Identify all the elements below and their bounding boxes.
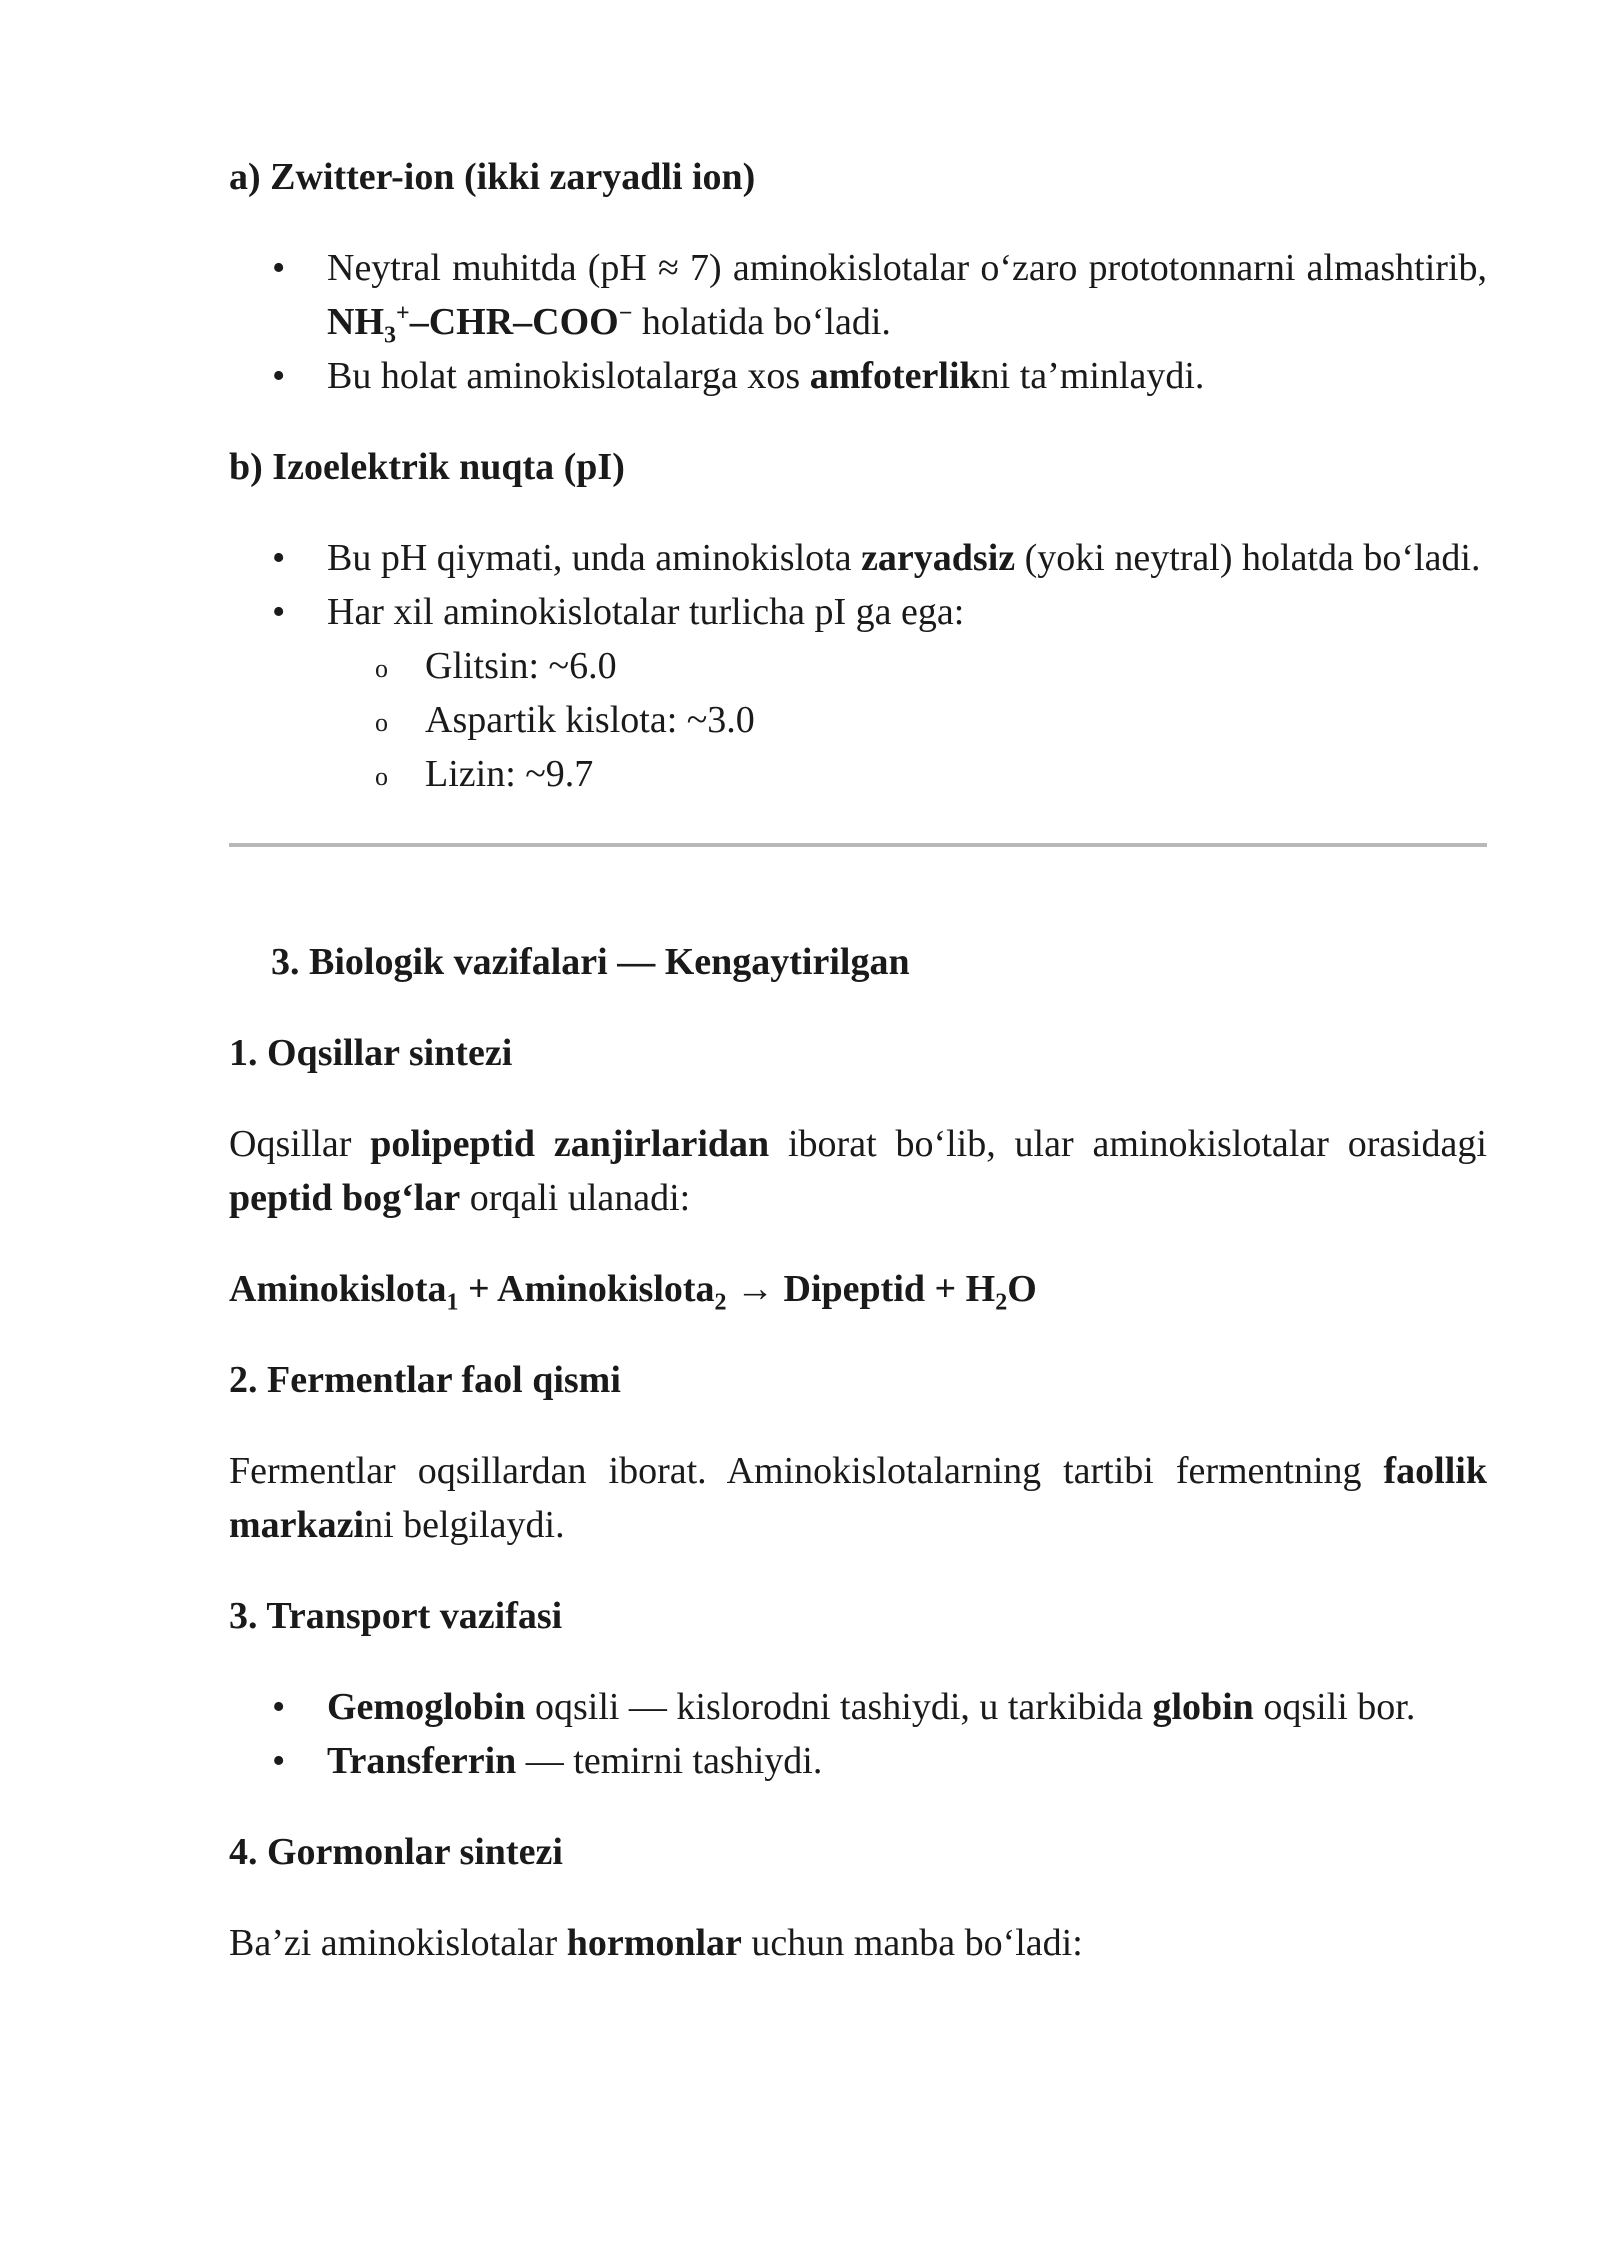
text: iborat bo‘lib, ular aminokislotalar orasidagi: [769, 1123, 1487, 1165]
text: Fermentlar oqsillardan iborat. Aminokislotalarning tartibi fermentning: [229, 1450, 1384, 1492]
isoelectric-list: [229, 531, 1487, 801]
bullet-text: oqsili — kislorodni tashiydi, u tarkibida: [525, 1686, 1153, 1728]
equation-part: +: [458, 1268, 498, 1310]
paragraph-hormones: [229, 1916, 1487, 1970]
bold-term: faollik markazi: [229, 1450, 1487, 1546]
paragraph-protein-synthesis: [229, 1117, 1487, 1225]
bold-term: Transferrin: [327, 1740, 517, 1782]
equation-part: Aminokislota: [497, 1268, 715, 1310]
heading-biological-functions: 3. Biologik vazifalari — Kengaytirilgan: [271, 941, 910, 983]
heading-hormones: 4. Gormonlar sintezi: [229, 1831, 563, 1873]
arrow-icon: →: [726, 1268, 784, 1310]
bullet-text: Bu pH qiymati, unda aminokislota: [327, 537, 862, 579]
equation-subscript: 1: [446, 1289, 459, 1316]
equation-subscript: 2: [995, 1289, 1008, 1316]
formula-subscript: 3: [384, 322, 396, 349]
document-content: [229, 150, 1487, 1970]
pi-values-list: [327, 639, 1487, 801]
sub-list-item: o Aspartik kislota: ~3.0: [425, 693, 1487, 747]
zwitterion-formula: [327, 300, 633, 349]
bold-term: Gemoglobin: [327, 1686, 526, 1728]
bullet-text: Har xil aminokislotalar turlicha pI ga ega:: [327, 591, 965, 633]
list-item: [327, 349, 1487, 403]
list-item: [327, 1680, 1487, 1734]
sub-list-item: o Lizin: ~9.7: [425, 747, 1487, 801]
bullet-text: Bu holat aminokislotalarga xos: [327, 355, 810, 397]
bold-term: peptid bog‘lar: [229, 1177, 461, 1219]
sub-list-item: o Glitsin: ~6.0: [425, 639, 1487, 693]
bold-term: zaryadsiz: [861, 537, 1016, 579]
list-item: [327, 1734, 1487, 1788]
list-item: [327, 241, 1487, 349]
bold-term: amfoterlik: [809, 355, 981, 397]
paragraph-enzymes: [229, 1444, 1487, 1552]
heading-protein-synthesis: 1. Oqsillar sintezi: [229, 1032, 513, 1074]
equation-part: O: [1007, 1268, 1037, 1310]
text: Ba’zi aminokislotalar: [229, 1922, 567, 1964]
horizontal-divider: [229, 843, 1487, 847]
bullet-text: oqsili bor.: [1253, 1686, 1416, 1728]
heading-zwitter-ion: a) Zwitter-ion (ikki zaryadli ion): [229, 156, 756, 198]
zwitter-ion-list: [229, 241, 1487, 403]
heading-enzymes: 2. Fermentlar faol qismi: [229, 1359, 621, 1401]
text: Oqsillar: [229, 1123, 371, 1165]
bullet-text: holatida bo‘ladi.: [632, 301, 891, 343]
formula-part: NH: [327, 301, 384, 343]
formula-superscript: −: [618, 300, 633, 327]
bold-term: hormonlar: [566, 1922, 742, 1964]
text: uchun manba bo‘ladi:: [741, 1922, 1083, 1964]
heading-transport: 3. Transport vazifasi: [229, 1595, 563, 1637]
bullet-text: ni ta’minlaydi.: [980, 355, 1205, 397]
equation-part: Dipeptid + H: [783, 1268, 996, 1310]
heading-isoelectric-point: b) Izoelektrik nuqta (pI): [229, 446, 625, 488]
bold-term: polipeptid zanjirlaridan: [370, 1123, 770, 1165]
equation-subscript: 2: [714, 1289, 727, 1316]
text: ni belgilaydi.: [364, 1504, 565, 1546]
equation-part: Aminokislota: [229, 1268, 447, 1310]
list-item: [327, 531, 1487, 585]
bullet-text: — temirni tashiydi.: [516, 1740, 823, 1782]
dipeptid-equation: [229, 1262, 1487, 1316]
list-item: [327, 585, 1487, 801]
transport-list: [229, 1680, 1487, 1788]
formula-part: –CHR–COO: [409, 301, 619, 343]
formula-superscript: +: [396, 300, 410, 327]
bullet-text: Neytral muhitda (pH ≈ 7) aminokislotalar o‘zaro prototonnarni almashtirib,: [327, 247, 1487, 289]
bold-term: globin: [1152, 1686, 1254, 1728]
bullet-text: (yoki neytral) holatda bo‘ladi.: [1015, 537, 1481, 579]
text: orqali ulanadi:: [460, 1177, 691, 1219]
